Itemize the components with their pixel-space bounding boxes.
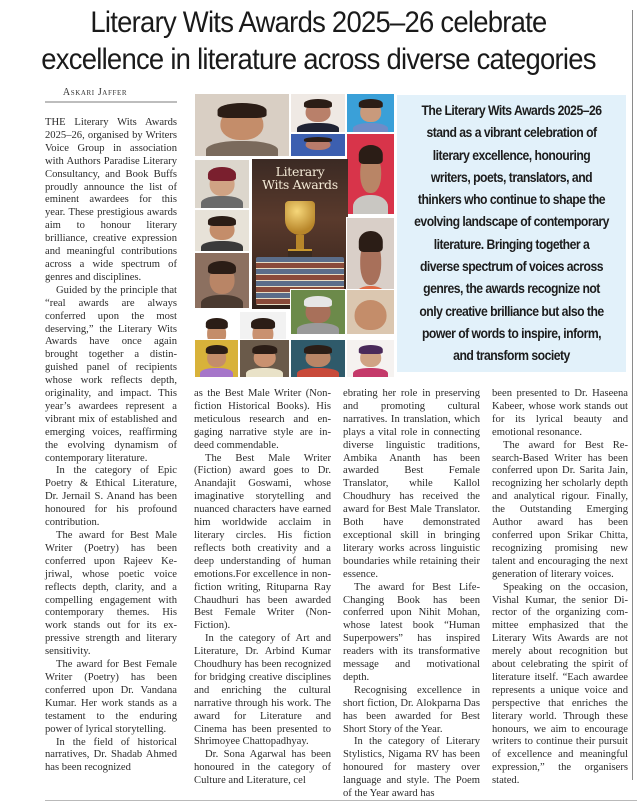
awards-poster xyxy=(252,159,348,309)
awardee-photo xyxy=(290,339,346,378)
trophy-stem xyxy=(296,235,304,249)
awardee-photo xyxy=(346,289,395,335)
paragraph: The award for Best Female Writer (Poetry) has been conferred upon Dr. Vandana Kumar. Her work stands as a testament to the enduring power of lyrical storytelling. xyxy=(45,659,177,735)
paragraph: Speaking on the occasion, Vishal Kumar, the senior Director of the organizing committee emphasized that the Literary Wits Awards are not merely about recognition but about celebrating the spirit of literature itself. “Each awardee represents a unique voice and perspective that enriches the literary world. Through these honours, we aim to encourage writers to continue their pursuit of excellence and meaningful expression,” the organisers stated. xyxy=(492,581,628,787)
article-column-1 xyxy=(45,117,177,775)
paragraph: Dr. Sona Agarwal has been honoured in the category of Culture and Literature, cel xyxy=(194,749,331,787)
paragraph: In the category of Epic Poetry & Ethical Literature, Dr. Jernail S. Anand has been honoured for his profound contribution. xyxy=(45,465,177,529)
awardee-photo xyxy=(346,133,395,215)
page-bottom-rule xyxy=(45,800,637,801)
awardee-photo xyxy=(194,339,239,378)
awardee-photo xyxy=(346,93,395,133)
article-column-4 xyxy=(492,388,628,788)
poster-title-line-1: Literary xyxy=(275,164,325,179)
awardee-photo xyxy=(346,339,395,378)
article-column-2 xyxy=(194,388,331,788)
awardee-photo xyxy=(239,339,290,378)
byline: Askari Jaffer xyxy=(62,87,128,98)
awardee-photo xyxy=(194,209,250,252)
poster-title-line-2: Wits Awards xyxy=(262,177,338,192)
byline-divider xyxy=(45,101,177,103)
paragraph: In the category of Literary Stylistics, Nigama RV has been honoured for mastery over language and style. The Poem of the Year award has xyxy=(343,736,480,800)
pull-quote-box xyxy=(397,95,626,372)
paragraph: The award for Best Research-Based Writer has been conferred upon Dr. Sarita Jain, recognizing her scholarly depth and analytical rigour. Finally, the Outstanding Emerging Author award has been conferred upon Srikar Chitta, recognizing promising new talent and encouraging the next generation of literary voices. xyxy=(492,439,628,580)
paragraph: THE Literary Wits Awards 2025–26, organised by Writers Voice Group in association with Authors Paradise Literary Consultancy, and Book Buffs proudly announce the list of eminent awardees for this year. These prestigious awards aim to honour literary brilliance, creative expression and meaningful contributions across a wide spectrum of genres and disciplines. xyxy=(45,117,177,283)
paragraph: been presented to Dr. Haseena Kabeer, whose work stands out for its lyrical beauty and emotional resonance. xyxy=(492,388,628,438)
paragraph: ebrating her role in preserving and promoting cultural narratives. In translation, which plays a vital role in connecting diverse linguistic traditions, Ambika Ananth has been awarded Best Female Translator, while Kallol Choudhury has received the award for Best Male Translator. Both have demonstrated exceptional skill in bringing literary works across linguistic boundaries while retaining their essence. xyxy=(343,388,480,580)
trophy-icon xyxy=(285,201,315,235)
awardee-photo-collage xyxy=(194,93,395,378)
awardee-photo xyxy=(194,252,250,309)
awardee-photo xyxy=(194,93,290,157)
paragraph: The award for Best Male Writer (Poetry) has been conferred upon Rajeev Kejriwal, whose poetic voice reflects depth, clarity, and a compelling engagement with contemporary themes. His work stands out for its expressive strength and literary sensitivity. xyxy=(45,530,177,658)
pull-quote-text: The Literary Wits Awards 2025–26 stand as a vibrant celebration of literary excellence, honouring writers, poets, translators, and thinkers who continue to shape the evolving landscape of contemporary literature. Bringing together a diverse spectrum of voices across genres, the awards recognize not only creative brilliance but also the power of words to inspire, inform, and transform society xyxy=(414,103,609,365)
article-column-3 xyxy=(343,388,480,801)
paragraph: In the category of Art and Literature, Dr. Arbind Kumar Choudhury has been recognized for bridging creative disciplines and enriching the cultural narrative through his work. The award for Literature and Cinema has been presented to Shrimoyee Chattopadhyay. xyxy=(194,633,331,748)
paragraph: The Best Male Writer (Fiction) award goes to Dr. Anandajit Goswami, whose imaginative storytelling and nuanced characters have earned him worldwide acclaim in literary circles. His fiction reflects both creativity and a deep understanding of human emotions.For excellence in non-fiction writing, Rituparna Ray Chaudhuri has been awarded Best Female Writer (Non-Fiction). xyxy=(194,452,331,632)
paragraph: Recognising excellence in short fiction, Dr. Alokparna Das has been awarded for Best Short Story of the Year. xyxy=(343,684,480,735)
headline-line-1: Literary Wits Awards 2025–26 celebrate xyxy=(90,6,547,39)
awardee-photo xyxy=(290,289,346,335)
awardee-photo xyxy=(194,159,250,209)
awardee-photo xyxy=(290,93,346,133)
paragraph: as the Best Male Writer (Non-fiction Historical Books). His meticulous research and engaging narrative style are indeed commendable. xyxy=(194,388,331,451)
article-headline xyxy=(22,4,614,78)
awardee-photo xyxy=(290,133,346,157)
headline-line-2: excellence in literature across diverse categories xyxy=(41,43,596,76)
paragraph: Guided by the principle that “real awards are always conferred upon the most deserving,” the Literary Wits Awards have once again brought together a distinguished panel of recipients whose work reflects depth, originality, and impact. This year’s awardees represent a vibrant mix of established and emerging voices, reaffirming the evolving dynamism of contemporary literature. xyxy=(45,284,177,464)
poster-title xyxy=(252,165,348,191)
column-rule-right xyxy=(632,10,633,780)
paragraph: The award for Best Life-Changing Book has been conferred upon Nihit Mohan, whose latest book “Human Superpowers” has inspired readers with its transformative message and motivational depth. xyxy=(343,581,480,683)
paragraph: In the field of historical narratives, Dr. Shadab Ahmed has been recognized xyxy=(45,736,177,774)
